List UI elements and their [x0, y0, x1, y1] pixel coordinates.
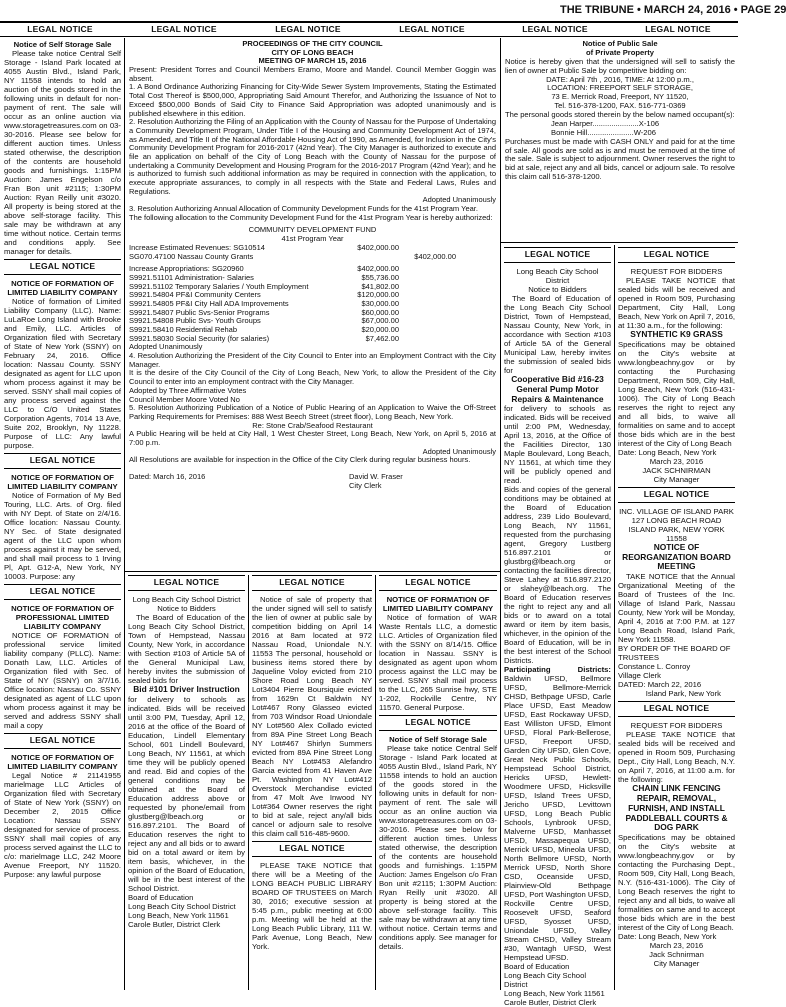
fund-label: SG070.47100 Nassau County Grants: [129, 251, 254, 261]
legal-notice-header-3: LEGAL NOTICE: [275, 24, 341, 34]
column-divider: [124, 38, 125, 990]
notice-dated-place: Island Park, New York: [645, 689, 721, 699]
resolution-5-text: A Public Hearing will be held at City Hall, 1 West Chester Street, Long Beach, New York, on April 5, 2016 at 7:00 p.m.: [129, 429, 496, 447]
notice-title: REQUEST FOR BIDDERS: [630, 721, 723, 731]
legal-notice-header: LEGAL NOTICE: [128, 575, 245, 591]
council-bottom-rule: [125, 571, 500, 572]
legal-notice-header: LEGAL NOTICE: [4, 259, 121, 275]
signature-line: Long Beach City School District: [128, 901, 236, 911]
notice-body: Please take notice Central Self Storage - Island Park located at 4055 Austin Blvd., Island Park, NY 11558 intends to hold an auction of the goods stored in the following units in default for non-payment of rent. The sale will occur as an online auction via www.storagetreasures.com on 03-30-2016. Please see below for different auction times. Unless stated otherwise, the description of the contents are household goods and furnishings. 1:15PM Auction: James Engelson c/o Fran Bon unit #2115; 1:30PM Auction: Ryan Reilly unit #3020. All property is being stored at the above self-storage facility. This sale may be withdrawn at any time without notice. Certain terms and conditions apply. See manager for details.: [379, 743, 497, 951]
legal-notice-header: LEGAL NOTICE: [4, 733, 121, 749]
fund-line-label: S9921.51101 Administration- Salaries: [129, 272, 254, 282]
legal-notice-header: LEGAL NOTICE: [4, 584, 121, 600]
fund-line-label: S9921.54808 Public Svs- Youth Groups: [129, 316, 261, 326]
public-sale-subtitle: of Private Property: [586, 47, 654, 57]
fund-line-amount: $120,000.00: [357, 290, 399, 300]
occupant-line: Bonnie Hill......................W-206: [551, 127, 656, 137]
vote-no-note: Council Member Moore Voted No: [129, 394, 240, 404]
bid-title: Bid #101 Driver Instruction: [133, 683, 240, 694]
fund-title: COMMUNITY DEVELOPMENT FUND: [248, 225, 377, 235]
notice-date: Date: Long Beach, New York: [618, 447, 717, 457]
notice-body: Legal Notice # 21141955 marielmage LLC Articles of Organization filed with Secretary of State of New York (SSNY) on December 2, 2015 Office Location: Nassau SSNY designated for service of process. SSNY shall mail copies of any process served against the LLC to c/o: marielmage LLC, 242 Moore Avenue Freeport, NY 11520. Purpose: any lawful purpose: [4, 770, 121, 879]
village-name: INC. VILLAGE OF ISLAND PARK: [619, 506, 734, 516]
fund-line-label: S9921.58030 Social Security (for salaries): [129, 333, 270, 343]
header-row-rule: [0, 36, 738, 37]
column-2: [128, 573, 245, 990]
notice-body-3: Bids and copies of the general conditions may be obtained at the Board of Education address, 239 Lido Boulevard, Long Beach, NY 11561, requested from the purchasing agent, Gregory Lustberg 516.897.2101 or glustbrg@lbeach.org or contacting the facilities director, Steve Lahey at 516.897.2120 or slahey@lbeach.org. The Board of Education reserves the right to reject any and all bids or to award on a total award or item by item basis, whichever, in the opinion of the Board of Education, will be in the best interest of the School Districts.: [504, 485, 611, 666]
notice-title: NOTICE OF REORGANIZATION BOARD MEETING: [622, 541, 731, 572]
resolution-5-re: Re: Stone Crab/Seafood Restaurant: [252, 420, 373, 430]
notice-date-value: March 23, 2016: [649, 941, 704, 951]
notice-title: NOTICE OF FORMATION OF LIMITED LIABILITY COMPANY: [7, 278, 118, 297]
legal-notice-header-1: LEGAL NOTICE: [27, 24, 93, 34]
village-address: 127 LONG BEACH ROAD: [631, 515, 722, 525]
signer-name: JACK SCHNIRMAN: [642, 465, 711, 475]
bid-item: CHAIN LINK FENCING REPAIR, REMOVAL, FURNISH, AND INSTALL PADDLEBALL COURTS & DOG PARK: [625, 783, 728, 833]
resolution-2: 2. Resolution Authorizing the Filing of an Application with the County of Nassau for the Purpose of Undertaking a Community Development Program, Under Title I of the Housing and Community Development Act of 1974, as Amended, and Title II of the National Affordable Housing Act of 1990, as Amended, for Inclusion in the City's Community Development Program for 2016-2017 (42nd Year). The City Manager is authorized to execute and file an application on behalf of the City of Long Beach with the County of Nassau for the purpose of undertaking a Community Development and Housing Program for the 2016-2017 Program (42nd Year); and he is authorized to furnish such additional information as may be required in connection with the application, to execute appropriate assurances, to comply in all respects with the State and Federal Laws, Rules and Regulations.: [129, 117, 496, 196]
fund-line-label: S9921.58410 Residential Rehab: [129, 325, 237, 334]
legal-notice-header-5: LEGAL NOTICE: [522, 24, 588, 34]
signature-line: Board of Education: [128, 892, 194, 902]
notice-subtitle: Notice to Bidders: [157, 603, 216, 613]
legal-notice-header: LEGAL NOTICE: [252, 575, 372, 591]
resolution-4: 4. Resolution Authorizing the President of the City Council to Enter into an Employment Contract with the City Manager.: [129, 351, 496, 369]
column-4: [379, 573, 497, 990]
council-meeting-date: MEETING OF MARCH 15, 2016: [258, 56, 367, 66]
legal-notice-header: LEGAL NOTICE: [504, 247, 611, 263]
public-sale-date: DATE: April 7th , 2016, TIME: At 12:00 p.m.,: [546, 74, 694, 84]
column-6: [618, 245, 735, 990]
column-divider: [500, 38, 501, 990]
village-city: ISLAND PARK, NEW YORK: [628, 524, 725, 534]
notice-title: REQUEST FOR BIDDERS: [630, 266, 723, 276]
signature-line: Long Beach, New York 11561: [128, 910, 229, 920]
public-sale-title: Notice of Public Sale: [582, 39, 658, 48]
notice-body: The Board of Education of the Long Beach City School District, Town of Hempstead, Nassau County, New York, in accordance with Section #103 of Article 5A of the General Municipal Law, hereby invites the submission of sealed bids for: [128, 612, 245, 685]
council-proceedings: [129, 40, 496, 570]
vote-note: Adopted by Three Affirmative Votes: [129, 385, 247, 395]
appropriation-lines: [129, 274, 496, 344]
fund-line-amount: $55,736.00: [361, 272, 399, 282]
notice-title: NOTICE OF FORMATION OF LIMITED LIABILITY COMPANY: [382, 594, 494, 613]
notice-body: Notice of formation of WAR Waste Rentals LLC, a domestic LLC. Articles of Organization filed with the SSNY on 8/14/15. Office location in Nassau. SSNY is designated as agent upon whom process against the LLC may be served. SSNY shall mail process to the LLC, 265 Sunrise hwy, STE 1-202, Rockville Centre, NY 11570. General Purpose.: [379, 612, 497, 712]
legal-notice-header-4: LEGAL NOTICE: [399, 24, 465, 34]
fund-line-amount: $20,000.00: [361, 325, 399, 334]
order-line: BY ORDER OF THE BOARD OF TRUSTEES: [618, 644, 731, 663]
public-sale-bottom-rule: [501, 242, 738, 243]
legal-notice-header: LEGAL NOTICE: [379, 575, 497, 591]
notice-date: Date: Long Beach, New York: [618, 932, 717, 942]
legal-notice-header-2: LEGAL NOTICE: [151, 24, 217, 34]
fund-line-amount: $60,000.00: [361, 307, 399, 317]
column-divider: [248, 575, 249, 990]
clerk-title: City Clerk: [349, 480, 382, 490]
signature-line: Carole Butler, District Clerk: [504, 998, 597, 1007]
notice-body: PLEASE TAKE NOTICE that there will be a Meeting of the LONG BEACH PUBLIC LIBRARY BOARD OF TRUSTEES on March 30, 2016; executive session at 5:45 p.m., public meeting at 6:00 p.m. Meeting will be held at the Long Beach Public Library, 111 W. Park Avenue, Long Beach, New York.: [252, 860, 372, 951]
column-5: [504, 245, 611, 1007]
notice-subtitle: Notice to Bidders: [528, 284, 587, 294]
public-sale-goods: The personal goods stored therein by the below named occupant(s):: [505, 110, 735, 119]
council-title: PROCEEDINGS OF THE CITY COUNCIL: [242, 39, 383, 48]
signer-title: City Manager: [653, 959, 700, 969]
notice-body: TAKE NOTICE that the Annual Organizational Meeting of the Board of Trustees of the Inc. Village of Island Park, Nassau County, New York will be Monday, April 4, 2016 at 7:00 P.M. at 127 Long Beach Road, Island Park, New York 11558.: [618, 572, 735, 645]
resolution-4-text: It is the desire of the City Council of the City of Long Beach, New York, to allow the President of the City Council to enter into an employment contract with the City Manager.: [129, 368, 496, 387]
council-present: Present: President Torres and Council Members Eramo, Moore and Mandel. Council Member Goggin was absent.: [129, 65, 496, 83]
notice-body: Please take notice Central Self Storage - Island Park located at 4055 Austin Blvd., Island Park, NY 11558 intends to hold an auction of the goods stored in the following units in default for non-payment of rent. The sale will occur as an online auction via www.storagetreasures.com on 03-30-2016. Please see below for different auction times. Unless stated otherwise, the description of the contents are household goods and furnishings. 1:15PM Auction: James Engelson c/o Fran Bon unit #2115; 1:30PM Auction: Ryan Reilly unit #3020. All property is being stored at the above self-storage facility. This sale may be withdrawn at any time without notice. Certain terms and conditions apply. See manager for details.: [4, 49, 121, 256]
bid-item: SYNTHETIC K9 GRASS: [630, 328, 723, 339]
adopted-note: Adopted Unanimously: [422, 446, 496, 456]
notice-body: PLEASE TAKE NOTICE that sealed bids will be received and opened in Room 509, Purchasing Dept., City Hall, Long Beach, N.Y. on April 7, 2016, at 11:00 a.m. for the following:: [618, 730, 735, 785]
public-sale-location: LOCATION: FREEPORT SELF STORAGE,: [547, 83, 693, 93]
notice-date-value: March 23, 2016: [649, 456, 704, 466]
notice-body-2: for delivery to schools as indicated. Bids will be received until 3:00 PM, Tuesday, April 12, 2016 at the office of the Board of Education, Lindell Elementary School, 601 Lindell Boulevard, Long Beach, NY 11561, at which time they will be publicly opened and read. Bid and copies of the general conditions may be obtained at the Board of Education address above or requested by phone/email from glustberg@lbeach.org or 516.897.2101. The Board of Education reserves the right to reject any and all bids or to award bid on a total award or item by item basis, whichever, in the opinion of the Board of Education, will be in the best interest of the School District.: [128, 694, 245, 893]
public-sale-phone: Tel. 516-378-1200, FAX. 516-771-0369: [554, 101, 686, 111]
column-3: [252, 573, 372, 990]
signer-title: City Manager: [653, 474, 700, 484]
signer-title: Village Clerk: [618, 671, 662, 681]
notice-body: Notice of Formation of My Bed Touring, LLC. Arts. of Org. filed with NY Dept. of State on 2/4/16. Office location: Nassau County. NY Sec. of State designated agent of the LLC upon whom process against it may be served, and shall mail process to 1 Irving Pl, Apt. G12-A, New York, NY 10003. Purpose: any: [4, 490, 121, 581]
fund-line-label: S9921.54807 Public Svs-Senior Programs: [129, 307, 270, 317]
fund-line-amount: $30,000.00: [361, 298, 399, 308]
fund-table: [129, 244, 496, 274]
notice-body: Notice of formation of Limited Liability Company (LLC). Name: LuLaRoe Long Island with Brooke and Emily, LLC. Articles of Organization filed with Secretary of State of New York (SSNY) on February 24, 2016. Office location: Nassau County. SSNY designated as agent for LLC upon whom process against it may be served. SSNY shall mail copies of any process served against the LLC to C/O United States Corporation Agents, 7014 13 Ave, Suite 202, Brooklyn, Ny 11228. Purpose of LLC: Any lawful purpose.: [4, 296, 121, 450]
fund-amount: $402,000.00: [414, 251, 456, 261]
signature-line: Long Beach, New York 11561: [504, 989, 605, 999]
clerk-name: David W. Fraser: [349, 472, 403, 481]
notice-title: Notice of Self Storage Sale: [13, 40, 112, 49]
notice-body: PLEASE TAKE NOTICE that sealed bids will be received and opened in Room 509, Purchasing Department, City Hall, Long Beach, New York on April 7, 2016, at 11:30 a.m., for the following:: [618, 275, 735, 330]
district-name: Long Beach City School District: [132, 594, 241, 604]
fund-amount: $402,000.00: [357, 264, 399, 274]
signature-line: Board of Education: [504, 962, 570, 972]
availability-note: All Resolutions are available for inspection in the Office of the City Clerk during regular business hours.: [129, 455, 471, 465]
fund-label: Increase Appropriations: SG20960: [129, 264, 244, 274]
legal-notice-header: LEGAL NOTICE: [618, 247, 735, 263]
fund-line-amount: $41,802.00: [361, 281, 399, 291]
public-sale-terms: Purchases must be made with CASH ONLY and paid for at the time of sale. All goods are sold as is and must be removed at the time of the sale. Sale is subject to adjournment. Owner reserves the right to bid at sale, reject any and all bids, cancel or adjourn sale. To resolve this claim call 516-378-1200.: [505, 136, 735, 182]
fund-amount: $402,000.00: [357, 242, 399, 252]
resolution-1: 1. A Bond Ordinance Authorizing Financing for City-Wide Sewer System Improvements, Stating the Estimated Total Cost Thereof is $500,000, Appropriating Said Amount Therefor, and Authorizing the Issuance of Not to Exceed $500,000 Bonds of Said City to Finance Said Appropriation was adopted unanimously and is published elsewhere in this edition.: [129, 82, 496, 118]
column-divider: [375, 575, 376, 990]
village-zip: 11558: [666, 533, 687, 543]
adopted-note: Adopted Unanimously: [129, 342, 203, 352]
notice-body: NOTICE OF FORMATION of professional service limited liability company (PLLC). Name: Donath Law, LLC. Articles of Organization filed with Sec. of State of NY (SSNY) on 3/7/16. Office location: Nassau Co. SSNY designated as agent of LLC upon whom process against it may be served and address SSNY shall mail a copy: [4, 630, 121, 730]
signer-name: Constance L. Conroy: [618, 662, 691, 672]
legal-notice-header: LEGAL NOTICE: [379, 715, 497, 731]
masthead-rule: [0, 21, 738, 23]
notice-title: NOTICE OF FORMATION OF LIMITED LIABILITY COMPANY: [7, 472, 118, 491]
participating-districts: Baldwin UFSD, Bellmore UFSD, Bellmore-Merrick CHSD, Bethpage UFSD, Carle Place UFSD, East Meadow UFSD, East Rockaway UFSD, East Williston UFSD, Elmont UFSD, Floral Park-Bellerose, UFSD, Freeport UFSD, Garden City UFSD, Glen Cove, Great Neck Public Schools, Hempstead School District, Hericks UFSD, Hewlett-Woodmere UFSD, Hicksville UFSD, Island Trees UFSD, Jericho UFSD, Levittown UFSD, Long Beach Public Schools, Lynbrook UFSD, Malverne UFSD, Manhasset UFSD, Massapequa UFSD, Merrick UFSD, Mineola UFSD, North Bellmore UFSD, North Merrick UFSD, North Shore CSD, Oceanside UFSD, Plainview-Old Bethpage UFSD, Port Washington UFSD, Rockville Centre UFSD, Roosevelt UFSD, Seaford UFSD, Syosset UFSD, Uniondale UFSD, Valley Stream CHSD, Valley Stream #30, Wantagh UFSD, West Hempstead UFSD.: [504, 674, 611, 963]
district-name: Long Beach City School District: [516, 266, 599, 285]
masthead: THE TRIBUNE • MARCH 24, 2016 • PAGE 29: [560, 4, 786, 16]
public-sale-address: 73 E. Merrick Road, Freeport, NY 11520,: [551, 92, 689, 102]
bid-title: Cooperative Bid #16-23 General Pump Motor Repairs & Maintenance: [511, 373, 604, 404]
signer-name: Jack Schnirman: [649, 950, 704, 960]
public-sale-body: Notice is hereby given that the undersigned will sell to satisfy the lien of owner at Public Sale by competitive bidding on:: [505, 56, 735, 75]
notice-body-2: Specifications may be obtained on the City's website at www.longbeachny.gov or by contacting the Purchasing Department, Room 509, City Hall, Long Beach, New York (516-431-1006). The City of Long Beach reserves the right to reject any and all bids, to waive all formalities on same and to accept those bids which are in the best interest of the City of Long Beach: [618, 339, 735, 448]
fund-line-amount: $67,000.00: [361, 316, 399, 326]
resolution-3-text: The following allocation to the Community Development Fund for the 41st Program Year is hereby authorized:: [129, 212, 493, 222]
fund-subtitle: 41st Program Year: [281, 234, 344, 244]
notice-body-2: for delivery to schools as indicated. Bids will be received until 2:00 PM, Wednesday, April 13, 2016, at the Office of the Facilities Director, 130 Maple Boulevard, Long Beach, NY 11561, at which time they will be publicly opened and read.: [504, 404, 611, 486]
notice-body: The Board of Education of the Long Beach City School District, Town of Hempstead, Nassau County, New York, in accordance with Section #103 of Article 5A of the General Municipal Law, hereby invites the submission of sealed bids for: [504, 293, 611, 375]
resolution-5: 5. Resolution Authorizing Publication of a Notice of Public Hearing of an Application to Waive the Off-Street Parking Requirements for Premises: 888 West Beech Street (street floor), Long Beach, New York.: [129, 403, 496, 421]
notice-title: NOTICE OF FORMATION OF LIMITED LIABILITY COMPANY: [7, 752, 118, 771]
signature-line: Long Beach City School District: [504, 971, 587, 990]
legal-notice-header-6: LEGAL NOTICE: [645, 24, 711, 34]
notice-body: Notice of sale of property that the under signed will sell to satisfy the lien of owner at public sale by competition bidding on April 14 2016 at 8am located at 972 Nassau Road, Uniondale N.Y. 11553 The personal, household or business items stored there by Jaqueline Voloy evicted from 210 Shore Road Long Beach NY Lot3404 Pierre Boursiquie evicted from 1629n Ct Baldwin NY Lot#467 Rony Glasseo evicted from 703 Windsor Road Uniondale NY Lot#560 Alex Collado evicted from 89A Pine Street Long Beach NY Lot#467 Shirlyn Summers evicted from 89A Pine Street Long Beach NY Lot#453 Alefandro Garcia evicted from 41 Haven Ave Pt. Washington NY Lot#412 Overstock Merchandise evicted from 47 Molt Ave Inwood NY Lot#364 Owner reserves the right to bid at sale, reject any/all bids cancel or adjourn sale to resolve this claim call 516-485-9600.: [252, 594, 372, 838]
council-title-city: CITY OF LONG BEACH: [271, 47, 354, 57]
legal-notice-header: LEGAL NOTICE: [252, 841, 372, 857]
legal-notice-header: LEGAL NOTICE: [4, 453, 121, 469]
column-1: [4, 40, 121, 990]
signature-line: Carole Butler, District Clerk: [128, 919, 221, 929]
table-row: [129, 253, 496, 262]
notice-title: Notice of Self Storage Sale: [389, 734, 487, 744]
fund-line-label: S9921.54804 PF&I Community Centers: [129, 290, 261, 300]
notice-dated: DATED: March 22, 2016: [618, 680, 702, 690]
column-divider: [614, 245, 615, 990]
occupant-line: Jean Harper......................X-106: [551, 118, 660, 128]
adopted-note: Adopted Unanimously: [422, 195, 496, 205]
resolution-3: 3. Resolution Authorizing Annual Allocation of Community Development Funds for the 41st Program Year.: [129, 204, 478, 214]
notice-body-2: Specifications may be obtained on the City's website at www.longbeachny.gov or by contacting the Purchasing Dept., Room 509, City Hall, Long Beach, N.Y. (516-431-1006). The City of Long Beach reserves the right to reject any and all bids, to waive all formalities on same and to accept those bids which are in the best interest of the City of Long Beach.: [618, 833, 735, 933]
public-sale-notice: [505, 40, 735, 240]
notice-title: NOTICE OF FORMATION OF PROFESSIONAL LIMITED LIABILITY COMPANY: [11, 603, 114, 631]
council-dated: Dated: March 16, 2016: [129, 472, 206, 481]
legal-notice-header: LEGAL NOTICE: [618, 487, 735, 503]
council-signature: [129, 473, 496, 490]
participating-label: Participating Districts:: [504, 665, 611, 675]
legal-notice-header: LEGAL NOTICE: [618, 701, 735, 717]
fund-line-label: S9921.54805 PF&I City Hall ADA Improvements: [129, 298, 289, 308]
fund-line-label: S9921.51102 Temporary Salaries / Youth Employment: [129, 281, 309, 291]
fund-line-amount: $7,462.00: [365, 333, 399, 343]
fund-label: Increase Estimated Revenues: SG10514: [129, 242, 265, 252]
